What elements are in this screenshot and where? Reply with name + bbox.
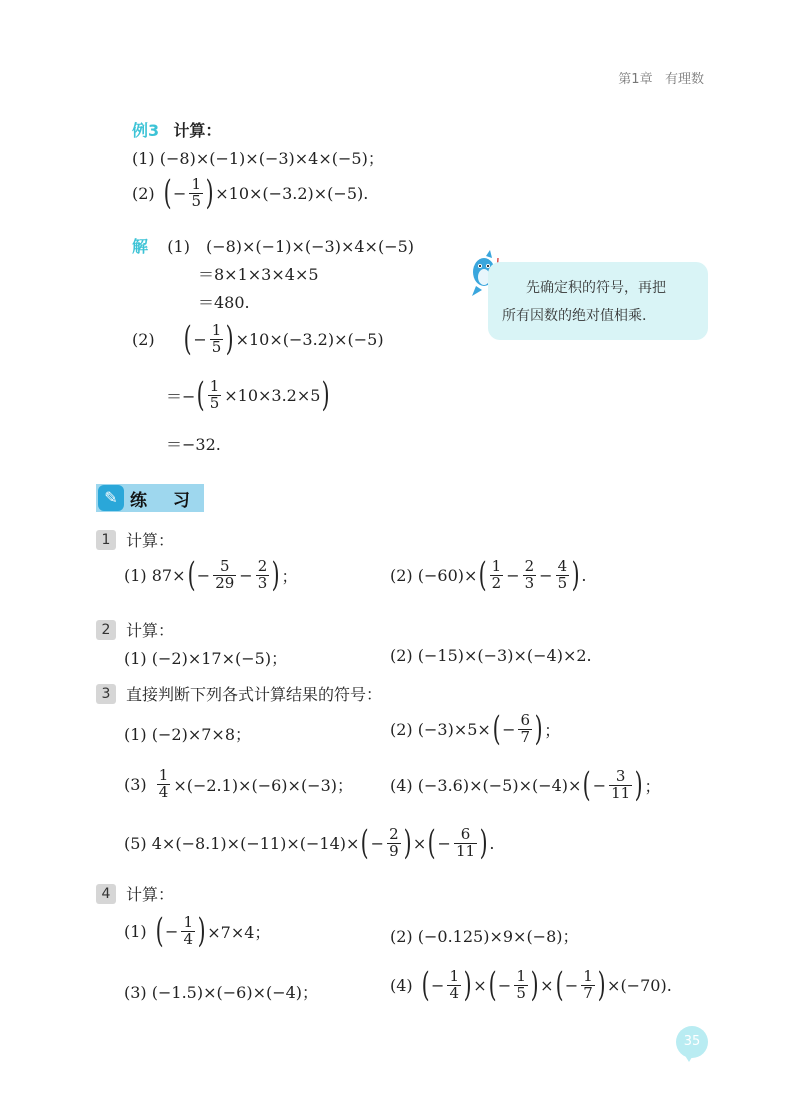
fraction (208, 376, 222, 412)
question-3-part-4 (390, 765, 661, 805)
numerator: 6 (460, 824, 471, 843)
example-part-2 (132, 173, 369, 213)
question-4-heading (96, 882, 174, 905)
numerator: 5 (219, 556, 230, 575)
operator: − (506, 565, 520, 585)
numerator: 2 (524, 556, 535, 575)
expr-rest: ×(−2.1)×(−6)×(−3)； (173, 775, 354, 795)
right-paren: ) (634, 765, 643, 805)
denominator: 9 (389, 841, 399, 860)
expr-prefix: (2) (−60)× (390, 565, 478, 585)
left-paren: ( (421, 965, 430, 1005)
example-part-1-text: (1) (−8)×(−1)×(−3)×4×(−5)； (132, 149, 384, 168)
fraction (609, 766, 632, 802)
expr-prefix: (3) (124, 774, 147, 794)
fraction (210, 320, 224, 356)
expr-end: . (581, 565, 587, 585)
denominator: 11 (455, 841, 476, 860)
minus-sign: − (173, 183, 187, 203)
minus-sign: − (193, 329, 207, 349)
numerator: 1 (191, 174, 201, 193)
expr-prefix: (1) (124, 921, 147, 941)
left-paren: ( (155, 911, 164, 951)
minus-sign: − (431, 975, 445, 995)
question-number-badge: 4 (96, 884, 116, 904)
question-2-heading (96, 618, 174, 641)
right-paren: ) (571, 555, 580, 595)
question-number-badge: 2 (96, 620, 116, 640)
operator: × (540, 975, 554, 995)
minus-sign: − (437, 833, 451, 853)
left-paren: ( (583, 765, 592, 805)
question-3-part-5 (124, 823, 495, 863)
denominator: 2 (491, 573, 502, 592)
left-paren: ( (361, 823, 370, 863)
question-title: 直接判断下列各式计算结果的符号： (126, 685, 383, 704)
minus-sign: − (592, 775, 607, 795)
fraction (454, 824, 477, 860)
chapter-number: 第1章 (618, 72, 653, 87)
left-paren: ( (488, 965, 497, 1005)
expr-prefix: (4) (390, 975, 413, 995)
right-paren: ) (479, 823, 488, 863)
expr-end: . (489, 833, 495, 853)
denominator: 5 (516, 983, 526, 1002)
denominator: 5 (209, 393, 220, 412)
fraction (556, 556, 570, 592)
right-paren: ) (597, 965, 606, 1005)
fraction (523, 556, 537, 592)
question-1-part-2 (390, 555, 587, 595)
question-3-part-3 (124, 768, 353, 801)
right-paren: ) (403, 823, 412, 863)
denominator: 4 (158, 782, 169, 801)
tip-line-1: 先确定积的符号，再把 (526, 280, 666, 296)
expr-prefix: (5) 4×(−8.1)×(−11)×(−14)× (124, 833, 360, 853)
question-3-part-1 (124, 722, 251, 745)
page-number-tail (684, 1054, 694, 1062)
expr-text: (2) (−0.125)×9×(−8)； (390, 927, 579, 946)
right-paren: ) (463, 965, 472, 1005)
question-title: 计算： (126, 621, 175, 640)
minus-sign: − (502, 719, 516, 739)
left-paren: ( (492, 709, 501, 749)
question-3-part-2 (390, 709, 561, 749)
solution-2b-rest: ×10×3.2×5 (224, 385, 321, 405)
solution-1c-text: ＝480. (198, 293, 250, 312)
fraction (256, 556, 270, 592)
numerator: 3 (615, 766, 626, 785)
fraction (157, 768, 171, 801)
left-paren: ( (197, 375, 206, 415)
question-2-part-1 (124, 646, 287, 669)
numerator: 1 (583, 966, 593, 985)
expr-end: ； (544, 720, 561, 740)
solution-line-2 (132, 319, 384, 359)
denominator: 3 (257, 573, 268, 592)
right-paren: ) (534, 709, 543, 749)
fraction (581, 966, 595, 1002)
numerator: 1 (158, 766, 169, 784)
tip-line-2: 所有因数的绝对值相乘. (502, 308, 647, 324)
solution-2-no: (2) (132, 329, 155, 349)
denominator: 5 (191, 191, 201, 210)
fraction (181, 912, 195, 948)
solution-line-1 (132, 234, 414, 257)
expr-prefix: (4) (−3.6)×(−5)×(−4)× (390, 775, 582, 795)
chapter-header (618, 68, 704, 87)
solution-line-2c (166, 432, 221, 455)
question-number-badge: 1 (96, 530, 116, 550)
solution-label: 解 (132, 237, 149, 256)
denominator: 5 (557, 573, 568, 592)
minus-sign: − (165, 921, 179, 941)
denominator: 4 (183, 929, 193, 948)
exercise-section-title: 练 习 (130, 491, 200, 511)
question-4-part-1 (124, 911, 271, 951)
right-paren: ) (271, 555, 280, 595)
expr-end: ； (281, 566, 298, 586)
numerator: 2 (389, 824, 399, 843)
fraction (213, 556, 236, 592)
example-part-2-no: (2) (132, 183, 155, 203)
denominator: 3 (524, 573, 535, 592)
numerator: 6 (520, 710, 531, 729)
operator: − (539, 565, 553, 585)
numerator: 1 (516, 966, 526, 985)
numerator: 1 (449, 966, 459, 985)
numerator: 1 (183, 912, 193, 931)
example-heading (132, 118, 221, 141)
expr-end: ； (644, 776, 661, 796)
minus-sign: − (564, 975, 579, 995)
question-4-part-4 (390, 965, 672, 1005)
right-paren: ) (197, 911, 206, 951)
question-3-heading (96, 682, 382, 705)
expr-prefix: (2) (−3)×5× (390, 719, 491, 739)
solution-1-text: (1) (−8)×(−1)×(−3)×4×(−5) (167, 237, 415, 256)
denominator: 5 (211, 337, 222, 356)
solution-2-rest: ×10×(−3.2)×(−5) (235, 329, 384, 349)
expr-text: (1) (−2)×17×(−5)； (124, 649, 288, 668)
example-label: 例3 (132, 121, 160, 140)
solution-line-1c (198, 290, 250, 313)
expr-text: (2) (−15)×(−3)×(−4)×2. (390, 646, 592, 665)
fraction (490, 556, 504, 592)
solution-line-1b (198, 262, 319, 285)
example-title: 计算： (173, 121, 222, 140)
chapter-title: 有理数 (664, 72, 704, 87)
page-number: 35 (676, 1026, 708, 1058)
numerator: 2 (257, 556, 268, 575)
question-title: 计算： (126, 531, 175, 550)
expr-prefix: (1) 87× (124, 565, 186, 585)
left-paren: ( (555, 965, 564, 1005)
question-4-part-3 (124, 980, 318, 1003)
expr-text: (1) (−2)×7×8； (124, 725, 251, 744)
solution-1b-text: ＝8×1×3×4×5 (198, 265, 319, 284)
left-paren: ( (183, 319, 192, 359)
numerator: 1 (211, 320, 222, 339)
expr-rest: ×(−70). (607, 975, 672, 995)
fraction (514, 966, 528, 1002)
numerator: 1 (209, 376, 220, 395)
left-paren: ( (427, 823, 436, 863)
right-paren: ) (530, 965, 539, 1005)
expr-rest: ×7×4； (207, 922, 271, 942)
denominator: 29 (215, 573, 235, 592)
denominator: 7 (520, 727, 531, 746)
numerator: 4 (557, 556, 568, 575)
minus-sign: − (497, 975, 512, 995)
right-paren: ) (322, 375, 331, 415)
numerator: 1 (491, 556, 502, 575)
equals-minus: ＝− (166, 386, 196, 406)
operator: × (412, 833, 427, 853)
question-2-part-2 (390, 646, 592, 665)
fraction (447, 966, 461, 1002)
fraction (518, 710, 532, 746)
question-1-heading (96, 528, 174, 551)
right-paren: ) (225, 319, 234, 359)
example-part-2-rest: ×10×(−3.2)×(−5). (215, 183, 369, 203)
solution-2c-text: ＝−32. (166, 435, 221, 454)
left-paren: ( (479, 555, 488, 595)
left-paren: ( (163, 173, 172, 213)
operator: − (239, 565, 253, 585)
question-1-part-1 (124, 555, 298, 595)
right-paren: ) (205, 173, 214, 213)
expr-text: (3) (−1.5)×(−6)×(−4)； (124, 983, 319, 1002)
denominator: 11 (611, 783, 631, 802)
tip-note (488, 262, 708, 340)
left-paren: ( (187, 555, 196, 595)
solution-line-2b (166, 375, 331, 415)
minus-sign: − (196, 565, 211, 585)
question-4-part-2 (390, 924, 579, 947)
operator: × (473, 975, 487, 995)
example-part-1 (132, 146, 384, 169)
minus-sign: − (370, 833, 385, 853)
denominator: 4 (449, 983, 459, 1002)
question-number-badge: 3 (96, 684, 116, 704)
fraction (387, 824, 401, 860)
fraction (189, 174, 203, 210)
pencil-notebook-icon: ✎ (98, 485, 124, 511)
question-title: 计算： (126, 885, 175, 904)
denominator: 7 (583, 983, 593, 1002)
exercise-section-header (96, 484, 204, 512)
